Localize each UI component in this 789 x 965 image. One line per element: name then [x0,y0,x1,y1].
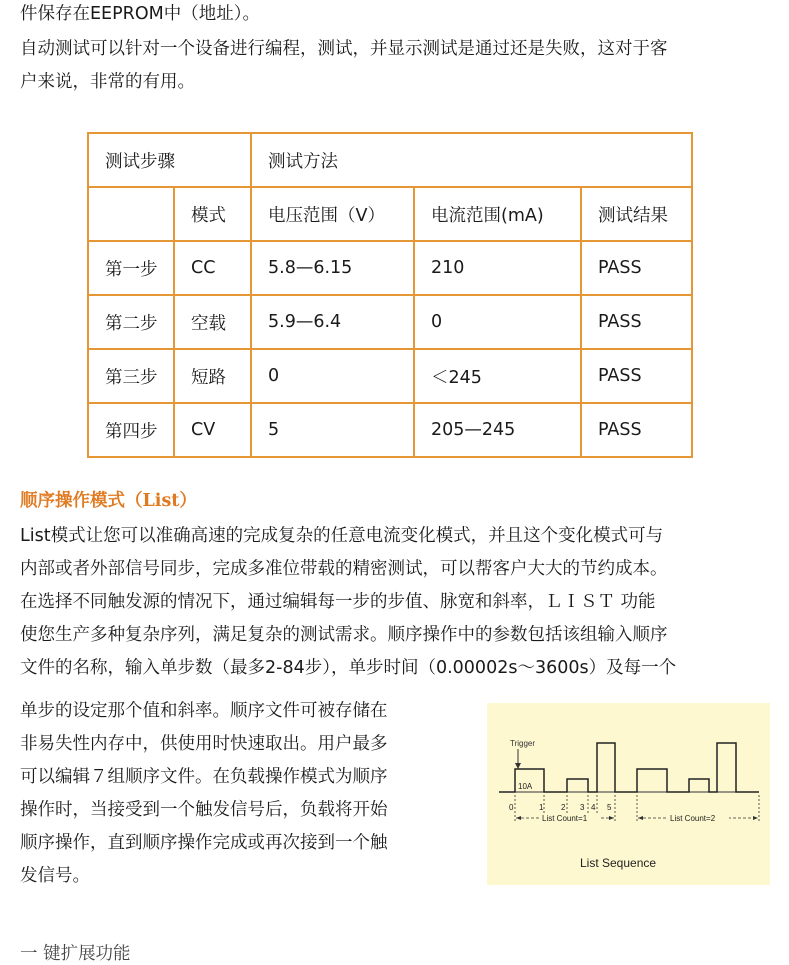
mode-cell: 短路 [174,349,251,403]
waveform [499,743,759,792]
arrowhead-right-icon [609,816,614,820]
header-step: 测试步骤 [88,133,251,187]
current-cell: 210 [414,241,581,295]
current-cell: ＜245 [414,349,581,403]
text-line: 文件的名称，输入单步数（最多2-84步），单步时间（0.00002s～3600s）及每一个 [20,658,677,678]
auto-test-paragraph [20,33,668,99]
list-mode-heading: 顺序操作模式（List） [20,491,197,511]
step-number: 3 [580,803,585,812]
step-number: 5 [607,803,612,812]
list-sequence-figure [487,703,770,885]
table-subheader-row [88,187,692,241]
empty-cell [88,187,174,241]
level-label: 10A [518,782,533,791]
subheader-voltage: 电压范围（V） [251,187,414,241]
text-line: 内部或者外部信号同步，完成多准位带载的精密测试，可以帮客户大大的节约成本。 [20,559,668,579]
trigger-arrowhead-icon [515,763,521,769]
list-count-2-label: List Count=2 [670,814,716,823]
text-line: 使您生产多种复杂序列，满足复杂的测试需求。顺序操作中的参数包括该组输入顺序 [20,625,668,645]
text-line: 在选择不同触发源的情况下，通过编辑每一步的步值、脉宽和斜率，ＬＩＳＴ 功能 [20,592,656,612]
test-steps-table [87,132,693,458]
arrowhead-right-icon [753,816,758,820]
result-cell: PASS [581,241,692,295]
subheader-mode: 模式 [174,187,251,241]
text-line: 顺序操作，直到顺序操作完成或再次接到一个触 [20,833,388,853]
text-line: 单步的设定那个值和斜率。顺序文件可被存储在 [20,701,388,721]
step-numbers [509,803,612,812]
intro-line [20,0,260,31]
mode-cell: CV [174,403,251,457]
arrowhead-left-icon [516,816,521,820]
step-number: 1 [539,803,544,812]
step-number: 4 [591,803,596,812]
step-cell: 第三步 [88,349,174,403]
voltage-cell: 5.8—6.15 [251,241,414,295]
step-cell: 第四步 [88,403,174,457]
voltage-cell: 5.9—6.4 [251,295,414,349]
list-mode-side-paragraph [20,695,388,893]
table-header-row [88,133,692,187]
voltage-cell: 0 [251,349,414,403]
table-row [88,241,692,295]
text-line: 户来说，非常的有用。 [20,72,195,92]
list-count-1-label: List Count=1 [542,814,588,823]
arrowhead-left-icon [638,816,643,820]
text-line: 可以编辑７组顺序文件。在负载操作模式为顺序 [20,767,388,787]
table-row [88,349,692,403]
text-line: 非易失性内存中，供使用时快速取出。用户最多 [20,734,388,754]
text-line: 自动测试可以针对一个设备进行编程，测试，并显示测试是通过还是失败，这对于客 [20,39,668,59]
figure-caption: List Sequence [580,856,657,870]
trigger-label: Trigger [510,739,536,748]
step-cell: 第一步 [88,241,174,295]
step-number: 2 [561,803,566,812]
table-row [88,403,692,457]
subheader-current: 电流范围(mA) [414,187,581,241]
result-cell: PASS [581,295,692,349]
list-mode-paragraph [20,520,676,685]
current-cell: 205—245 [414,403,581,457]
current-cell: 0 [414,295,581,349]
mode-cell: 空载 [174,295,251,349]
text-line: List模式让您可以准确高速的完成复杂的任意电流变化模式，并且这个变化模式可与 [20,526,664,546]
next-section-fragment: 一 键扩展功能 [20,944,131,964]
step-number: 0 [509,803,514,812]
result-cell: PASS [581,349,692,403]
header-method: 测试方法 [251,133,692,187]
voltage-cell: 5 [251,403,414,457]
text-line: 操作时，当接受到一个触发信号后，负载将开始 [20,800,388,820]
text-line: 件保存在EEPROM中（地址）。 [20,4,260,24]
result-cell: PASS [581,403,692,457]
subheader-result: 测试结果 [581,187,692,241]
list-sequence-diagram [487,703,770,885]
step-cell: 第二步 [88,295,174,349]
text-line: 发信号。 [20,866,90,886]
mode-cell: CC [174,241,251,295]
table-row [88,295,692,349]
